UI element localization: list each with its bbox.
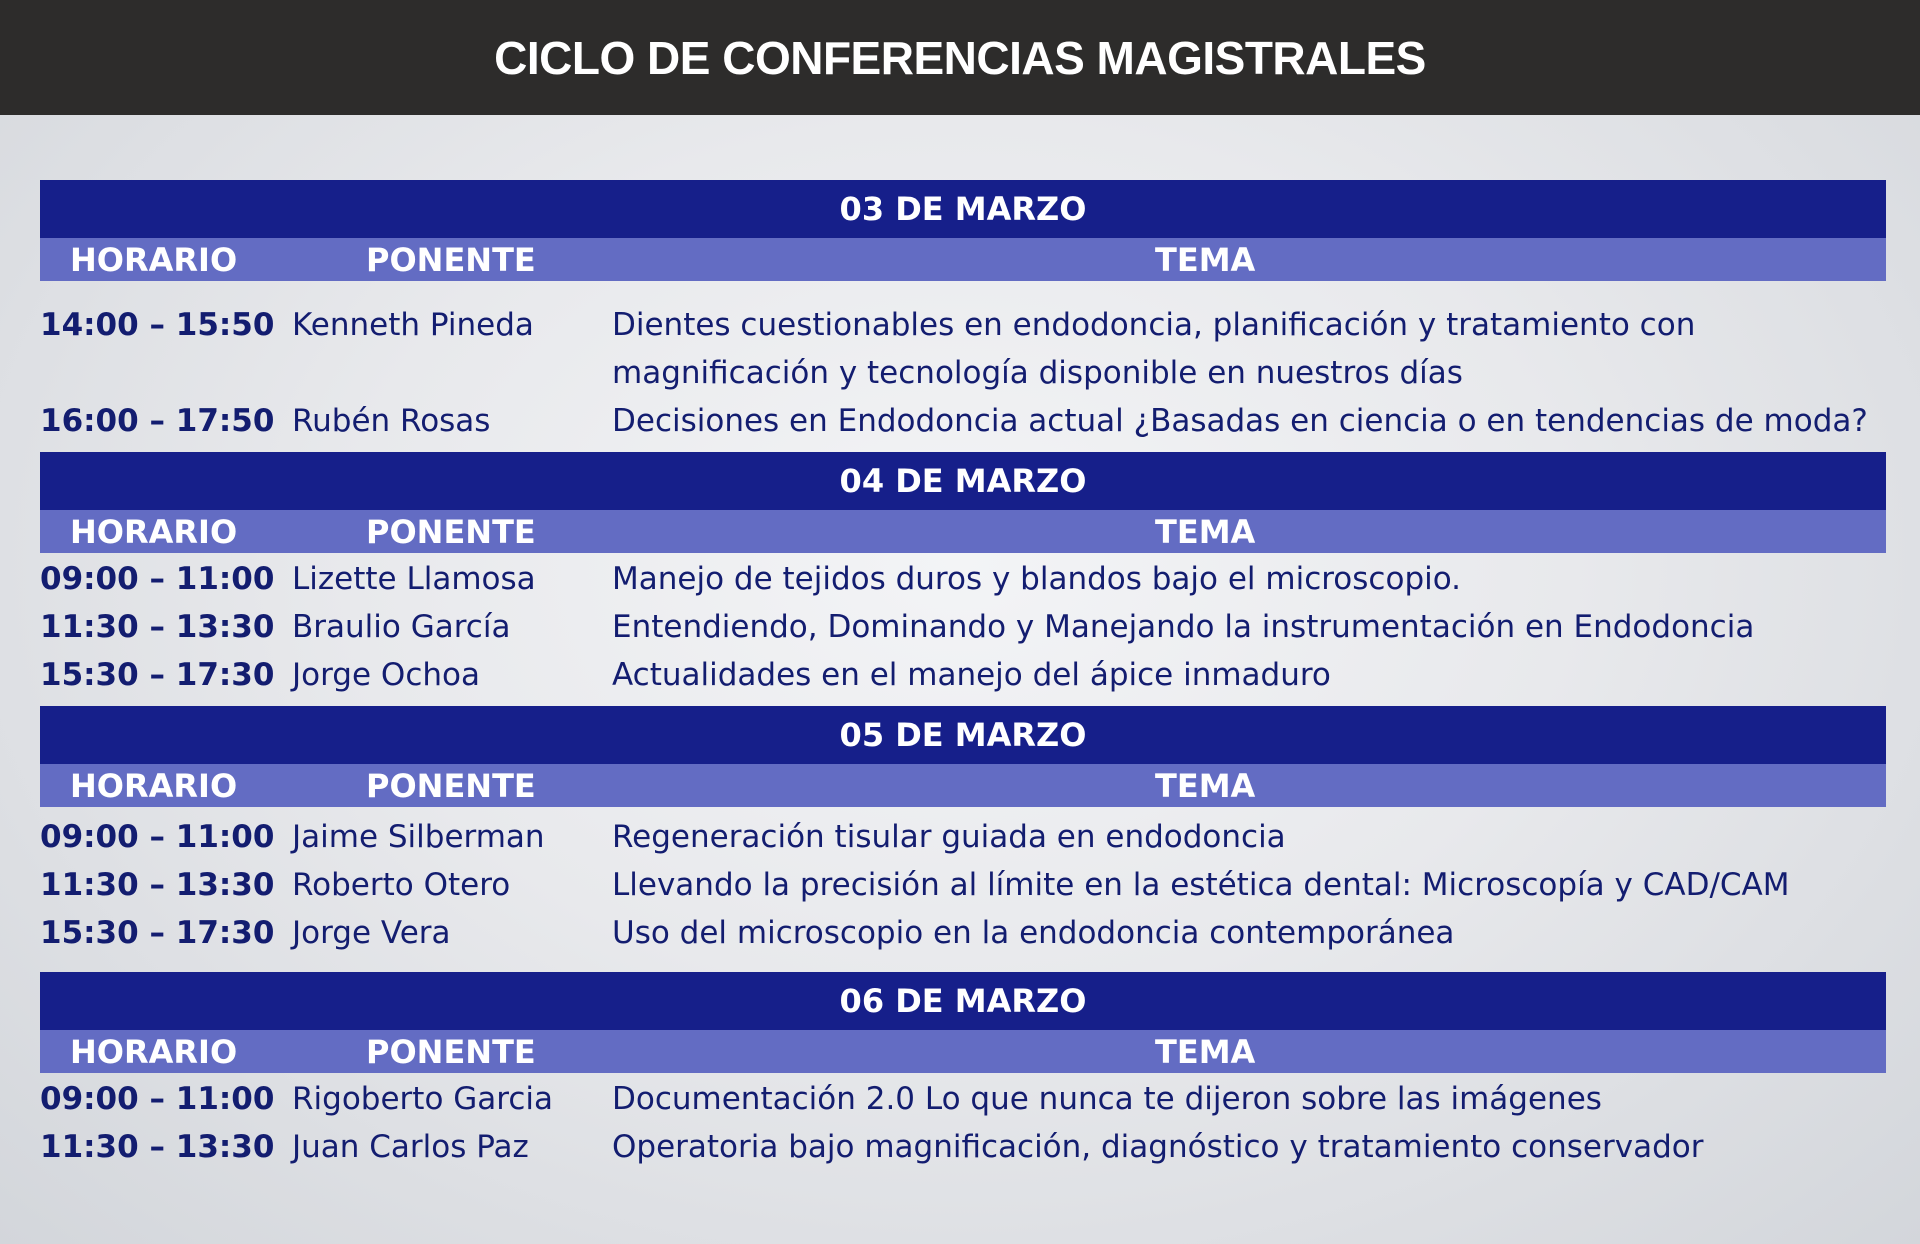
session-row bbox=[40, 603, 1886, 651]
session-time: 11:30 – 13:30 bbox=[40, 609, 275, 645]
session-topic: Entendiendo, Dominando y Manejando la instrumentación en Endodoncia bbox=[612, 609, 1755, 645]
session-topic: Documentación 2.0 Lo que nunca te dijeron sobre las imágenes bbox=[612, 1081, 1602, 1117]
column-header-tema: TEMA bbox=[1155, 1032, 1256, 1071]
day-header: 05 DE MARZO bbox=[40, 706, 1886, 764]
column-header-ponente: PONENTE bbox=[366, 1032, 536, 1071]
session-topic: Regeneración tisular guiada en endodoncia bbox=[612, 819, 1286, 855]
column-header-horario: HORARIO bbox=[70, 240, 238, 279]
column-header-tema: TEMA bbox=[1155, 240, 1256, 279]
session-list bbox=[40, 281, 1886, 445]
column-header-ponente: PONENTE bbox=[366, 512, 536, 551]
column-header-row bbox=[40, 764, 1886, 807]
day-header: 03 DE MARZO bbox=[40, 180, 1886, 238]
column-header-tema: TEMA bbox=[1155, 766, 1256, 805]
day-section-05-marzo bbox=[40, 706, 1886, 957]
session-speaker: Jaime Silberman bbox=[292, 819, 545, 855]
session-time: 09:00 – 11:00 bbox=[40, 1081, 275, 1117]
session-speaker: Lizette Llamosa bbox=[292, 561, 536, 597]
session-speaker: Juan Carlos Paz bbox=[292, 1129, 529, 1165]
day-header: 04 DE MARZO bbox=[40, 452, 1886, 510]
session-row bbox=[40, 651, 1886, 699]
session-speaker: Jorge Vera bbox=[292, 915, 451, 951]
column-header-ponente: PONENTE bbox=[366, 766, 536, 805]
session-time: 11:30 – 13:30 bbox=[40, 867, 275, 903]
session-topic: Dientes cuestionables en endodoncia, planificación y tratamiento con magnificación y tecnología disponible en nuestros días bbox=[612, 307, 1696, 391]
session-topic: Decisiones en Endodoncia actual ¿Basadas en ciencia o en tendencias de moda? bbox=[612, 403, 1868, 439]
day-section-03-marzo bbox=[40, 180, 1886, 445]
session-time: 15:30 – 17:30 bbox=[40, 657, 275, 693]
session-row bbox=[40, 861, 1886, 909]
session-speaker: Jorge Ochoa bbox=[292, 657, 480, 693]
session-row bbox=[40, 1123, 1886, 1171]
session-time: 14:00 – 15:50 bbox=[40, 307, 275, 343]
session-speaker: Rubén Rosas bbox=[292, 403, 491, 439]
day-section-06-marzo bbox=[40, 972, 1886, 1171]
session-list bbox=[40, 1073, 1886, 1171]
column-header-horario: HORARIO bbox=[70, 766, 238, 805]
column-header-horario: HORARIO bbox=[70, 512, 238, 551]
session-list bbox=[40, 553, 1886, 699]
column-header-row bbox=[40, 1030, 1886, 1073]
column-header-row bbox=[40, 510, 1886, 553]
session-topic: Actualidades en el manejo del ápice inmaduro bbox=[612, 657, 1331, 693]
column-header-tema: TEMA bbox=[1155, 512, 1256, 551]
session-time: 09:00 – 11:00 bbox=[40, 561, 275, 597]
session-time: 15:30 – 17:30 bbox=[40, 915, 275, 951]
session-row bbox=[40, 397, 1886, 445]
session-row bbox=[40, 301, 1886, 397]
session-time: 11:30 – 13:30 bbox=[40, 1129, 275, 1165]
day-header: 06 DE MARZO bbox=[40, 972, 1886, 1030]
session-speaker: Roberto Otero bbox=[292, 867, 511, 903]
session-topic: Uso del microscopio en la endodoncia contemporánea bbox=[612, 915, 1455, 951]
session-row bbox=[40, 1075, 1886, 1123]
session-speaker: Rigoberto Garcia bbox=[292, 1081, 554, 1117]
page-title: CICLO DE CONFERENCIAS MAGISTRALES bbox=[494, 31, 1426, 84]
session-row bbox=[40, 555, 1886, 603]
title-bar bbox=[0, 0, 1920, 115]
session-row bbox=[40, 909, 1886, 957]
session-speaker: Kenneth Pineda bbox=[292, 307, 534, 343]
session-topic: Llevando la precisión al límite en la estética dental: Microscopía y CAD/CAM bbox=[612, 867, 1790, 903]
day-section-04-marzo bbox=[40, 452, 1886, 699]
column-header-row bbox=[40, 238, 1886, 281]
session-list bbox=[40, 807, 1886, 957]
session-time: 16:00 – 17:50 bbox=[40, 403, 275, 439]
session-row bbox=[40, 813, 1886, 861]
session-time: 09:00 – 11:00 bbox=[40, 819, 275, 855]
session-topic: Manejo de tejidos duros y blandos bajo el microscopio. bbox=[612, 561, 1462, 597]
session-speaker: Braulio García bbox=[292, 609, 511, 645]
session-topic: Operatoria bajo magnificación, diagnóstico y tratamiento conservador bbox=[612, 1129, 1704, 1165]
column-header-ponente: PONENTE bbox=[366, 240, 536, 279]
column-header-horario: HORARIO bbox=[70, 1032, 238, 1071]
